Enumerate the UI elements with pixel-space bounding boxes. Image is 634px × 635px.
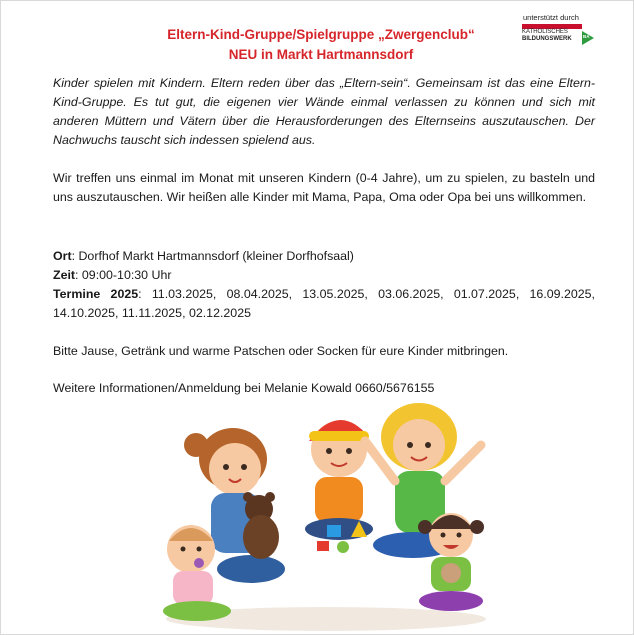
meeting-paragraph: Wir treffen uns einmal im Monat mit unseren Kindern (0-4 Jahre), um zu spielen, zu basteln und uns auszutauschen. Wir heißen alle Kinder mit Mama, Papa, Oma oder Opa bei uns willkommen. bbox=[53, 171, 595, 204]
logo-supported-by: unterstützt durch bbox=[523, 13, 579, 22]
title-line-2: NEU in Markt Hartmannsdorf bbox=[228, 47, 414, 62]
contact-info: Weitere Informationen/Anmeldung bei Melanie Kowald 0660/5676155 bbox=[53, 381, 435, 395]
detail-zeit bbox=[53, 266, 595, 285]
bring-note: Bitte Jause, Getränk und warme Patschen oder Socken für eure Kinder mitbringen. bbox=[53, 344, 509, 358]
title-line-1: Eltern-Kind-Gruppe/Spielgruppe „Zwergenclub“ bbox=[167, 27, 475, 42]
logo-mark: BA bbox=[583, 34, 590, 39]
detail-termine bbox=[53, 285, 595, 323]
ort-value: : Dorfhof Markt Hartmannsdorf (kleiner Dorfhofsaal) bbox=[71, 249, 354, 263]
children-illustration bbox=[151, 397, 501, 633]
zeit-label: Zeit bbox=[53, 268, 76, 282]
page-title bbox=[111, 25, 531, 65]
termine-value: : 11.03.2025, 08.04.2025, 13.05.2025, 03.06.2025, 01.07.2025, 16.09.2025, 14.10.2025, 11.11.2025, 02.12.2025 bbox=[53, 287, 595, 320]
detail-ort bbox=[53, 247, 595, 266]
intro-paragraph: Kinder spielen mit Kindern. Eltern reden über das „Eltern-sein“. Gemeinsam ist das eine Eltern-Kind-Gruppe. Es tut gut, die eigenen vier Wände einmal verlassen zu können und sich mit anderen Müttern und Vätern über die Herausforderungen des Elternseins auszutauschen. Der Nachwuchs tauscht sich indessen spielend aus. bbox=[53, 76, 595, 147]
zeit-value: : 09:00-10:30 Uhr bbox=[75, 268, 172, 282]
termine-label: Termine 2025 bbox=[53, 287, 139, 301]
logo-band bbox=[522, 24, 582, 46]
ort-label: Ort bbox=[53, 249, 72, 263]
girl-with-teddy bbox=[418, 513, 484, 611]
logo-line-1: KATHOLISCHES bbox=[522, 29, 568, 35]
bildungswerk-logo bbox=[520, 13, 594, 53]
logo-line-2: BILDUNGSWERK bbox=[522, 36, 572, 42]
